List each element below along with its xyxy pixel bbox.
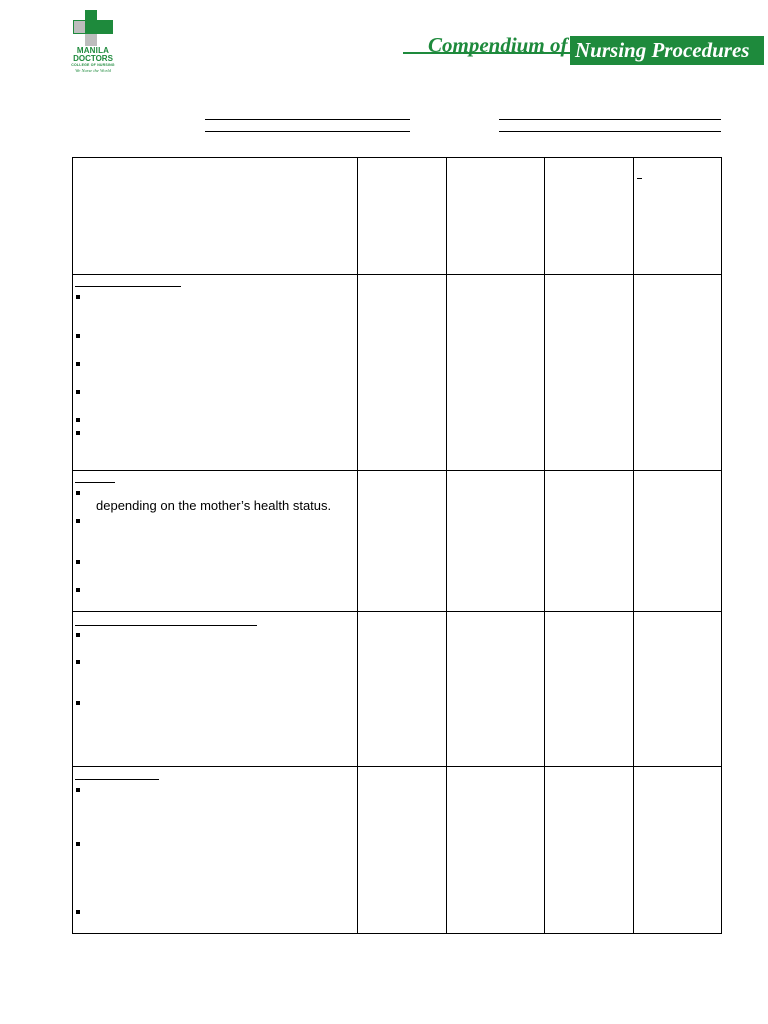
title-right: Nursing Procedures	[575, 38, 750, 62]
section-heading-underline	[75, 286, 181, 287]
blank-line-1	[205, 119, 410, 120]
blank-line-2	[205, 131, 410, 132]
bullet	[76, 362, 80, 366]
procedure-checklist-table	[72, 157, 722, 934]
bullet	[76, 633, 80, 637]
section-heading-underline	[75, 482, 115, 483]
logo-subtitle: COLLEGE OF NURSING	[71, 63, 115, 67]
bullet	[76, 842, 80, 846]
bullet	[76, 431, 80, 435]
step-text: depending on the mother’s health status.	[96, 498, 332, 513]
bullet	[76, 390, 80, 394]
cross-icon	[70, 10, 116, 46]
college-logo	[66, 10, 120, 74]
section-heading-underline	[75, 779, 159, 780]
bullet	[76, 491, 80, 495]
section-heading-underline	[75, 625, 257, 626]
logo-name-line1: MANILA	[76, 46, 110, 55]
bullet	[76, 588, 80, 592]
row-divider	[73, 766, 721, 767]
bullet	[76, 910, 80, 914]
title-left: Compendium of	[428, 33, 568, 57]
logo-name-line2: DOCTORS	[73, 54, 113, 63]
bullet	[76, 519, 80, 523]
bullet	[76, 788, 80, 792]
bullet	[76, 560, 80, 564]
bullet	[76, 418, 80, 422]
header-mark	[637, 178, 642, 179]
bullet	[76, 334, 80, 338]
bullet	[76, 660, 80, 664]
row-divider	[73, 470, 721, 471]
row-divider	[73, 274, 721, 275]
blank-line-4	[499, 131, 721, 132]
bullet	[76, 295, 80, 299]
blank-line-3	[499, 119, 721, 120]
bullet	[76, 701, 80, 705]
logo-tagline: We Nurse the World	[75, 68, 111, 73]
row-divider	[73, 611, 721, 612]
